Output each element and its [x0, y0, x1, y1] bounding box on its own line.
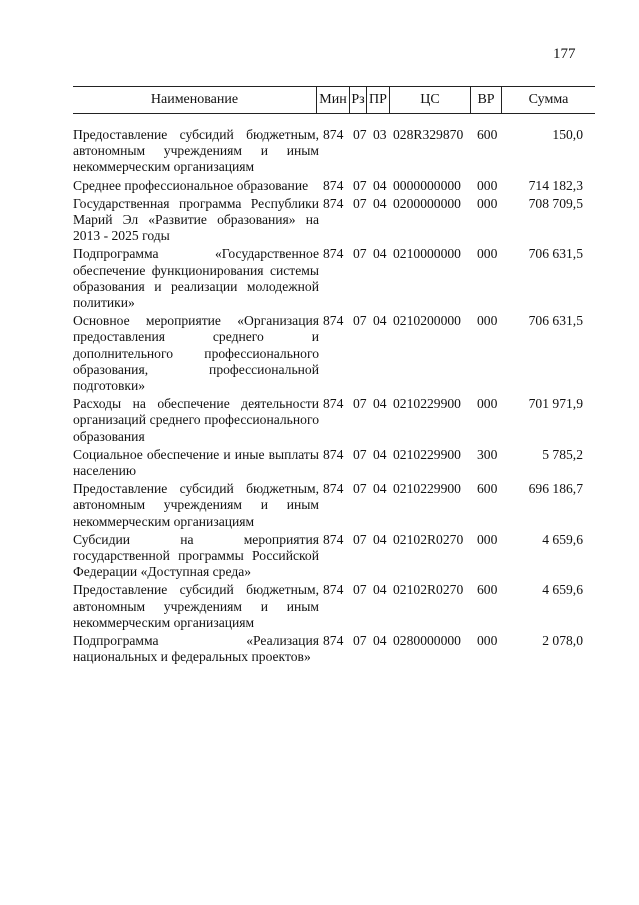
row-cs: 0200000000	[393, 195, 461, 211]
row-rz: 07	[353, 446, 367, 462]
row-name: Подпрограмма «Реализация национальных и федеральных проектов»	[73, 633, 319, 665]
row-vr: 000	[477, 633, 498, 649]
row-name: Государственная программа Республики Марий Эл «Развитие образования» на 2013 - 2025 годы	[73, 195, 319, 244]
table-row	[73, 127, 595, 176]
row-sum: 708 709,5	[528, 195, 583, 211]
row-name: Субсидии на мероприятия государственной программы Российской Федерации «Доступная среда»	[73, 531, 319, 580]
table-row	[73, 633, 595, 665]
row-cs: 0280000000	[393, 633, 461, 649]
row-min: 874	[323, 481, 344, 497]
row-name: Предоставление субсидий бюджетным, автономным учреждениям и иным некоммерческим организациям	[73, 481, 319, 529]
table-row	[73, 178, 595, 194]
row-rz: 07	[353, 633, 367, 649]
row-pr: 04	[373, 177, 387, 193]
table-row	[73, 532, 595, 581]
table-row	[73, 313, 595, 394]
row-sum: 706 631,5	[528, 313, 583, 329]
header-min: Мин	[319, 92, 347, 107]
table-row	[73, 196, 595, 245]
row-pr: 04	[373, 481, 387, 497]
row-cs: 0210229900	[393, 396, 461, 412]
row-vr: 600	[477, 481, 498, 497]
row-vr: 000	[477, 246, 498, 262]
row-cs: 0210229900	[393, 481, 461, 497]
row-min: 874	[323, 127, 344, 142]
row-rz: 07	[353, 127, 367, 142]
row-cs: 028R329870	[393, 127, 464, 142]
row-pr: 04	[373, 246, 387, 262]
row-vr: 000	[477, 177, 498, 193]
row-sum: 4 659,6	[542, 582, 583, 598]
row-rz: 07	[353, 531, 367, 547]
row-pr: 04	[373, 633, 387, 649]
row-rz: 07	[353, 396, 367, 412]
header-sum: Сумма	[528, 92, 569, 107]
row-min: 874	[323, 177, 344, 193]
row-rz: 07	[353, 246, 367, 262]
row-sum: 150,0	[552, 127, 583, 142]
table-body	[73, 127, 595, 668]
table-row	[73, 481, 595, 530]
row-sum: 706 631,5	[528, 246, 583, 262]
row-pr: 04	[373, 531, 387, 547]
header-rz: Рз	[351, 92, 365, 107]
row-sum: 696 186,7	[528, 481, 583, 497]
header-pr: ПР	[369, 92, 387, 107]
header-vr: ВР	[477, 92, 495, 107]
row-sum: 2 078,0	[542, 633, 583, 649]
row-sum: 5 785,2	[542, 446, 583, 462]
table-row	[73, 396, 595, 445]
row-cs: 02102R0270	[393, 582, 464, 598]
row-min: 874	[323, 446, 344, 462]
row-sum: 714 182,3	[528, 177, 583, 193]
row-name: Среднее профессиональное образование	[73, 177, 309, 193]
row-pr: 04	[373, 195, 387, 211]
row-vr: 600	[477, 127, 498, 142]
row-min: 874	[323, 396, 344, 412]
row-min: 874	[323, 313, 344, 329]
row-vr: 600	[477, 582, 498, 598]
row-name: Подпрограмма «Государственное обеспечение функционирования системы образования и реализации молодежной политики»	[73, 246, 319, 311]
table-header	[73, 86, 595, 114]
row-sum: 4 659,6	[542, 531, 583, 547]
row-sum: 701 971,9	[528, 396, 583, 412]
row-vr: 000	[477, 195, 498, 211]
row-name: Расходы на обеспечение деятельности организаций среднего профессионального образования	[73, 396, 319, 444]
row-name: Предоставление субсидий бюджетным, автономным учреждениям и иным некоммерческим организациям	[73, 582, 319, 630]
row-rz: 07	[353, 481, 367, 497]
row-pr: 04	[373, 582, 387, 598]
row-cs: 0210000000	[393, 246, 461, 262]
row-min: 874	[323, 246, 344, 262]
row-rz: 07	[353, 313, 367, 329]
row-rz: 07	[353, 177, 367, 193]
row-pr: 04	[373, 396, 387, 412]
row-vr: 000	[477, 396, 498, 412]
row-name: Предоставление субсидий бюджетным, автономным учреждениям и иным некоммерческим организациям	[73, 127, 319, 175]
header-name: Наименование	[150, 92, 239, 107]
row-min: 874	[323, 531, 344, 547]
row-cs: 02102R0270	[393, 531, 464, 547]
row-name: Основное мероприятие «Организация предоставления среднего и дополнительного профессионального образования, профессиональной подготовки»	[73, 313, 319, 394]
row-cs: 0000000000	[393, 177, 461, 193]
row-vr: 000	[477, 313, 498, 329]
header-cs: ЦС	[420, 92, 440, 107]
row-pr: 04	[373, 446, 387, 462]
row-pr: 03	[373, 127, 387, 142]
row-vr: 000	[477, 531, 498, 547]
row-vr: 300	[477, 446, 498, 462]
row-min: 874	[323, 195, 344, 211]
page-number: 177	[553, 46, 576, 62]
table-row	[73, 246, 595, 311]
table-row	[73, 447, 595, 479]
row-rz: 07	[353, 582, 367, 598]
row-name: Социальное обеспечение и иные выплаты населению	[73, 446, 319, 479]
row-cs: 0210200000	[393, 313, 461, 329]
row-min: 874	[323, 582, 344, 598]
table-row	[73, 582, 595, 631]
row-cs: 0210229900	[393, 446, 461, 462]
row-rz: 07	[353, 195, 367, 211]
row-pr: 04	[373, 313, 387, 329]
row-min: 874	[323, 633, 344, 649]
